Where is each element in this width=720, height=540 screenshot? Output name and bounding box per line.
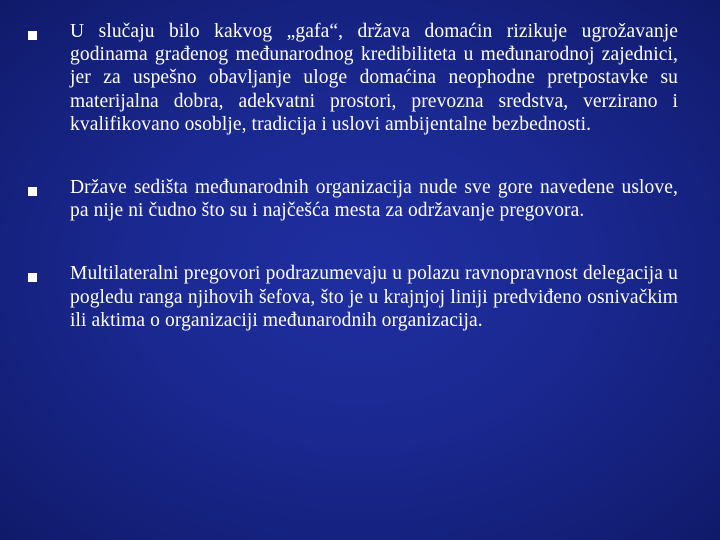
bullet-list (28, 20, 678, 372)
bullet-text: Države sedišta međunarodnih organizacija nude sve gore navedene uslove, pa nije ni čudno što su i najčešća mesta za održavanje pregovora. (70, 177, 678, 222)
bullet-text: U slučaju bilo kakvog „gafa“, država domaćin rizikuje ugrožavanje godinama građenog međunarodnog kredibiliteta u međunarodnoj zajednici, jer za uspešno obavljanje uloge domaćina neophodne pretpostavke su materijalna dobra, adekvatni prostori, prevozna sredstva, verzirano i kvalifikovano osoblje, tradicija i uslovi ambijentalne bezbednosti. (70, 21, 678, 135)
square-bullet-icon (28, 31, 37, 40)
square-bullet-icon (28, 187, 37, 196)
bullet-item (28, 20, 678, 136)
bullet-item (28, 176, 678, 222)
bullet-text: Multilateralni pregovori podrazumevaju u polazu ravnopravnost delegacija u pogledu ranga njihovih šefova, što je u krajnjoj liniji predviđeno osnivačkim ili aktima o organizaciji međunarodnih organizacija. (70, 263, 678, 331)
bullet-item (28, 262, 678, 332)
square-bullet-icon (28, 273, 37, 282)
